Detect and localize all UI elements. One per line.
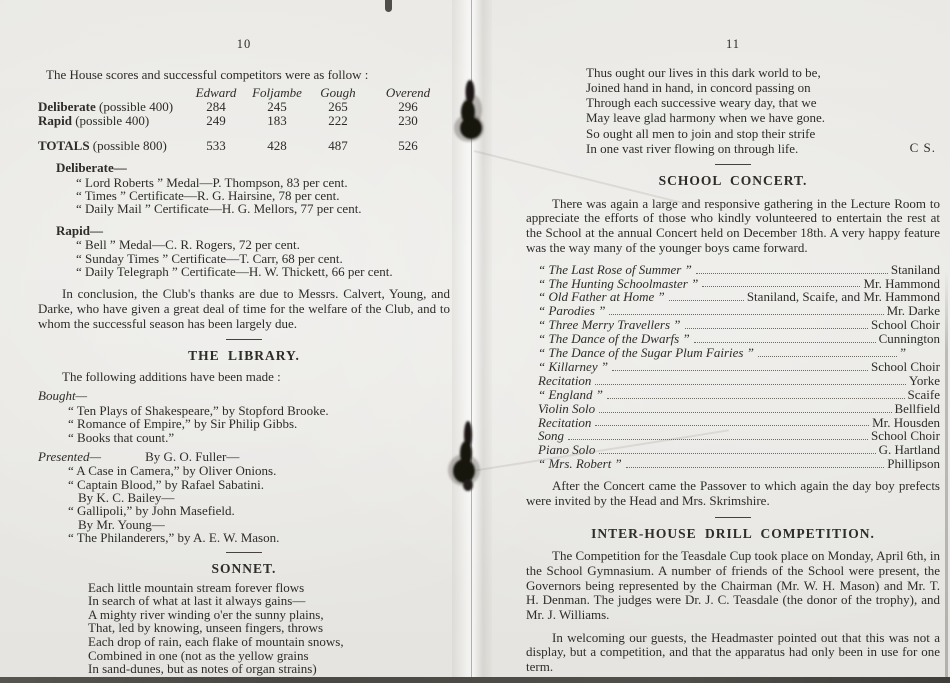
section-divider <box>715 517 751 518</box>
programme-title: Piano Solo <box>538 442 596 458</box>
dotted-leader <box>609 304 883 315</box>
programme-title: Recitation <box>538 414 592 430</box>
dotted-leader <box>607 388 905 399</box>
column-header: Gough <box>320 85 356 100</box>
total-value: 428 <box>267 138 287 153</box>
programme-performer: Mr. Hammond <box>863 275 940 291</box>
programme-performer: School Choir <box>871 428 940 444</box>
programme-row <box>538 304 940 318</box>
programme-performer: School Choir <box>871 358 940 374</box>
row-suffix: (possible 400) <box>71 113 150 128</box>
sum-rule <box>310 128 366 138</box>
presented-by: By G. O. Fuller— <box>145 448 240 464</box>
programme-title: “ The Dance of the Sugar Plum Fairies ” <box>538 345 754 361</box>
programme-row <box>538 332 940 346</box>
table-row <box>38 114 450 128</box>
dotted-leader <box>702 277 860 288</box>
binding-ink-stain-top <box>447 78 493 150</box>
library-intro: The following additions have been made : <box>62 368 281 384</box>
programme-row <box>538 360 940 374</box>
passover-paragraph: After the Concert came the Passover to which again the day boy prefects were invited by the Head and Mrs. Skrimshire. <box>526 478 940 508</box>
concert-heading: SCHOOL CONCERT. <box>658 173 808 189</box>
programme-title: “ The Dance of the Dwarfs ” <box>538 331 690 347</box>
poem-line: In search of what at last it always gains— <box>88 593 306 609</box>
scores-intro: The House scores and successful competitors were as follow : <box>46 66 369 82</box>
score-value: 183 <box>267 113 287 128</box>
score-value: 265 <box>328 99 348 114</box>
programme-row <box>538 457 940 471</box>
page-right <box>526 0 940 675</box>
page-left <box>38 0 450 683</box>
column-header: Overend <box>385 85 431 100</box>
deliberate-heading: Deliberate— <box>56 160 127 175</box>
column-header: Foljambe <box>252 85 302 100</box>
programme-row <box>538 416 940 430</box>
library-item: “ A Case in Camera,” by Oliver Onions. <box>68 463 277 479</box>
programme-row <box>538 388 940 402</box>
library-item: “ Ten Plays of Shakespeare,” by Stopford Brooke. <box>68 402 329 418</box>
certificate-item: “ Times ” Certificate—R. G. Hairsine, 78 per cent. <box>76 187 340 203</box>
programme-title: Violin Solo <box>538 400 596 416</box>
dotted-leader <box>669 290 744 301</box>
library-heading: THE LIBRARY. <box>188 348 300 364</box>
row-name: Rapid <box>38 113 72 128</box>
programme-title: “ Mrs. Robert ” <box>538 456 622 472</box>
total-value: 533 <box>206 138 226 153</box>
section-divider <box>715 164 751 165</box>
poem-line: Thus ought our lives in this dark world to be, <box>586 64 821 80</box>
rapid-heading: Rapid— <box>56 222 103 238</box>
total-value: 487 <box>328 138 348 153</box>
page-number-left: 10 <box>236 37 252 51</box>
programme-performer-ditto: ” <box>900 345 906 361</box>
sum-rules-row <box>38 128 450 138</box>
totals-suffix: (possible 800) <box>89 138 167 153</box>
programme-performer: Staniland <box>890 261 940 277</box>
programme-performer: Mr. Darke <box>886 303 940 319</box>
score-table-header <box>38 86 450 100</box>
presented-label: Presented— <box>38 448 102 464</box>
library-item: “ Books that count.” <box>68 429 175 445</box>
sonnet-heading: SONNET. <box>211 561 277 577</box>
conclusion-paragraph: In conclusion, the Club's thanks are due to Messrs. Calvert, Young, and Darke, who have given a great deal of time for the welfare of the Club, and to whom the successful season has been largely due. <box>38 286 450 332</box>
dotted-leader <box>599 402 891 413</box>
row-suffix: (possible 400) <box>95 99 174 114</box>
certificate-item: “ Lord Roberts ” Medal—P. Thompson, 83 per cent. <box>76 174 348 190</box>
programme-title: “ Three Merry Travellers ” <box>538 317 681 333</box>
score-value: 296 <box>398 99 418 114</box>
programme-performer: Bellfield <box>894 400 940 416</box>
programme-performer: Cunnington <box>878 331 940 347</box>
poem-line: May leave glad harmony when we have gone. <box>586 110 825 126</box>
programme-list <box>538 263 940 472</box>
library-item: “ Captain Blood,” by Rafael Sabatini. <box>68 476 265 492</box>
programme-row <box>538 277 940 291</box>
library-item: “ The Philanderers,” by A. E. W. Mason. <box>68 529 280 545</box>
poem-line: A mighty river winding o'er the sunny plains, <box>88 606 324 622</box>
dotted-leader <box>595 416 869 427</box>
programme-title: “ Parodies ” <box>538 303 606 319</box>
poem-line: So ought all men to join and stop their strife <box>586 125 816 141</box>
programme-row <box>538 374 940 388</box>
programme-performer: Staniland, Scaife, and Mr. Hammond <box>746 289 940 305</box>
poem-line: Through each successive weary day, that we <box>586 95 817 111</box>
continued-poem <box>586 65 940 157</box>
column-header: Edward <box>195 85 237 100</box>
programme-row <box>538 263 940 277</box>
drill-paragraph-1: The Competition for the Teasdale Cup took place on Monday, April 6th, in the School Gymnasium. A number of friends of the School were present, the Governors being represented by the Chairman (Mr. W. H. Mason) and Mr. T. H. Denman. The judges were Dr. J. C. Teasdale (the donor of the trophy), and Mr. J. Williams. <box>526 548 940 622</box>
programme-title: “ Old Father at Home ” <box>538 289 665 305</box>
score-table-header-spacer <box>38 86 188 100</box>
row-label <box>38 114 188 128</box>
programme-row <box>538 402 940 416</box>
dotted-leader <box>685 318 868 329</box>
programme-row <box>538 346 940 360</box>
poem-line: In one vast river flowing on through life. <box>586 140 799 156</box>
programme-row <box>538 290 940 304</box>
dotted-leader <box>599 443 875 454</box>
table-row <box>38 100 450 114</box>
bought-label: Bought— <box>38 388 88 404</box>
sum-rule <box>244 128 310 138</box>
drill-heading: INTER-HOUSE DRILL COMPETITION. <box>591 525 875 541</box>
score-value: 222 <box>328 113 348 128</box>
programme-title: Song <box>538 428 564 444</box>
programme-title: “ The Hunting Schoolmaster ” <box>538 275 699 291</box>
programme-performer: Mr. Housden <box>872 414 940 430</box>
sum-rule-spacer <box>38 128 188 138</box>
scan-bottom-edge <box>0 677 950 683</box>
certificate-item: “ Sunday Times ” Certificate—T. Carr, 68 per cent. <box>76 250 343 266</box>
section-divider <box>226 339 262 340</box>
binding-ink-stain-bottom <box>444 415 492 499</box>
score-table <box>38 86 450 153</box>
totals-label <box>38 139 188 153</box>
library-byline: By K. C. Bailey— <box>78 489 175 505</box>
certificate-item: “ Daily Mail ” Certificate—H. G. Mellors, 77 per cent. <box>76 201 362 217</box>
poem-line: Combined in one (not as the yellow grains <box>88 647 309 663</box>
programme-row <box>538 429 940 443</box>
certificate-item: “ Daily Telegraph ” Certificate—H. W. Thickett, 66 per cent. <box>76 264 393 280</box>
dotted-leader <box>694 332 876 343</box>
score-value: 284 <box>206 99 226 114</box>
score-value: 230 <box>398 113 418 128</box>
poem-line: That, led by knowing, unseen fingers, throws <box>88 620 324 636</box>
certificate-item: “ Bell ” Medal—C. R. Rogers, 72 per cent. <box>76 237 300 253</box>
programme-row <box>538 318 940 332</box>
programme-performer: Scaife <box>907 386 940 402</box>
programme-performer: G. Hartland <box>878 442 940 458</box>
programme-title: “ England ” <box>538 386 604 402</box>
poem-line: Joined hand in hand, in concord passing on <box>586 79 811 95</box>
library-item: “ Romance of Empire,” by Sir Philip Gibbs. <box>68 416 298 432</box>
programme-performer: Phillipson <box>887 456 940 472</box>
dotted-leader <box>626 457 884 468</box>
page-number-right: 11 <box>725 37 741 51</box>
dotted-leader <box>758 346 897 357</box>
row-label <box>38 100 188 114</box>
totals-name: TOTALS <box>38 138 90 153</box>
programme-performer: Yorke <box>908 372 940 388</box>
sum-rule <box>188 128 244 138</box>
section-divider <box>226 552 262 553</box>
sum-rule <box>366 128 450 138</box>
poem-line: Each little mountain stream forever flows <box>88 579 305 595</box>
library-item: “ Gallipoli,” by John Masefield. <box>68 503 235 519</box>
poem-line: Each drop of rain, each flake of mountain snows, <box>88 633 344 649</box>
totals-row <box>38 139 450 153</box>
poem-line: In sand-dunes, but as notes of organ strains) <box>88 661 317 677</box>
programme-title: Recitation <box>538 372 592 388</box>
total-value: 526 <box>398 138 418 153</box>
score-value: 249 <box>206 113 226 128</box>
library-byline: By Mr. Young— <box>78 516 165 532</box>
dotted-leader <box>595 374 905 385</box>
programme-title: “ Killarney ” <box>538 358 609 374</box>
scan-artifact-top <box>385 0 392 12</box>
dotted-leader <box>612 360 868 371</box>
programme-performer: School Choir <box>871 317 940 333</box>
poem-attribution: C S. <box>909 139 936 155</box>
dotted-leader <box>696 263 888 274</box>
score-value: 245 <box>267 99 287 114</box>
presented-row <box>38 450 450 465</box>
row-name: Deliberate <box>38 99 96 114</box>
concert-intro: There was again a large and responsive gathering in the Lecture Room to appreciate the efforts of those who kindly volunteered to entertain the rest at the School at the annual Concert held on December 18th. A very happy feature was the way many of the younger boys came forward. <box>526 195 940 255</box>
programme-title: “ The Last Rose of Summer ” <box>538 261 692 277</box>
drill-paragraph-2: In welcoming our guests, the Headmaster pointed out that this was not a display, but a competition, and that the apparatus had only been in use for one term. <box>526 629 940 675</box>
page-edge-shadow <box>945 270 948 677</box>
sonnet-poem <box>88 581 450 683</box>
